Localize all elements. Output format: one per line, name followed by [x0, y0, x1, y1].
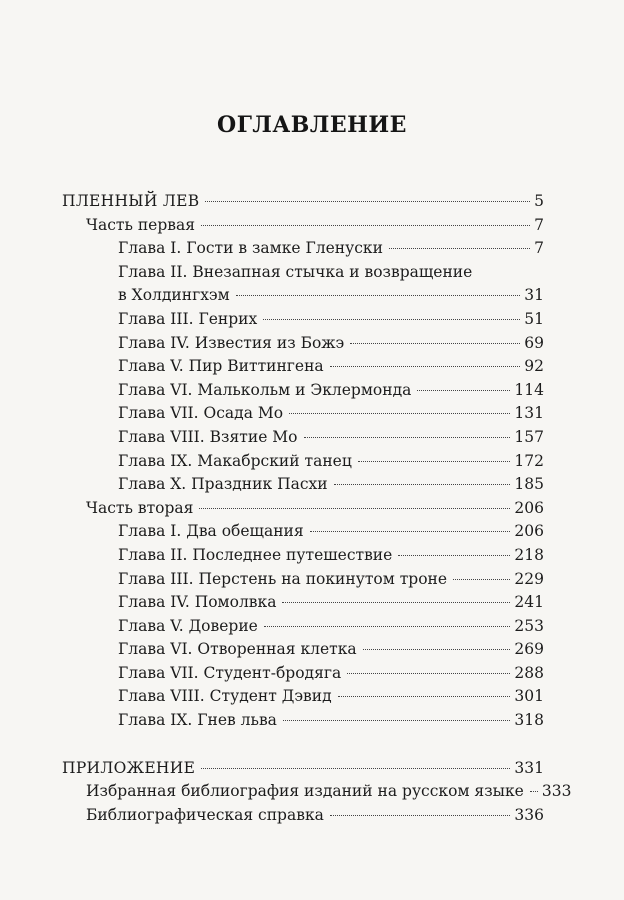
toc-chapter-entry [62, 379, 544, 403]
dot-leader [283, 720, 510, 721]
toc-page-number: 7 [534, 215, 544, 234]
toc-page-number: 336 [514, 805, 544, 824]
dot-leader [347, 673, 510, 674]
toc-chapter-entry [62, 709, 544, 733]
dot-leader [358, 461, 511, 462]
dot-leader [263, 319, 520, 320]
dot-leader [264, 626, 511, 627]
toc-page-number: 206 [514, 498, 544, 517]
toc-page-number: 229 [514, 569, 544, 588]
toc-page-number: 172 [514, 451, 544, 470]
toc-entry-title: Глава IV. Известия из Божэ [118, 333, 345, 352]
toc-entry-title: Глава V. Доверие [118, 616, 258, 635]
toc-page-number: 185 [514, 475, 544, 494]
dot-leader [310, 531, 511, 532]
toc-chapter-entry [62, 685, 544, 709]
toc-entry-title: в Холдингхэм [118, 286, 230, 305]
toc-page-number: 253 [514, 616, 544, 635]
dot-leader [201, 768, 510, 769]
dot-leader [201, 225, 530, 226]
toc-chapter-entry [62, 261, 544, 285]
toc-entry-title: Часть первая [86, 215, 196, 234]
toc-part-entry [62, 780, 572, 804]
toc-entry-title: Глава VII. Студент-бродяга [118, 663, 342, 682]
toc-entry-title: Глава X. Праздник Пасхи [118, 475, 328, 494]
toc-chapter-entry [62, 520, 544, 544]
toc-entry-title: Глава VI. Отворенная клетка [118, 640, 357, 659]
toc-chapter-entry [62, 638, 544, 662]
toc-page-number: 131 [514, 404, 544, 423]
dot-leader [334, 484, 511, 485]
toc-page-number: 288 [514, 663, 544, 682]
toc-page-number: 51 [524, 309, 544, 328]
dot-leader [389, 248, 530, 249]
toc-chapter-entry [62, 544, 544, 568]
toc-entry-title: Глава V. Пир Виттингена [118, 357, 324, 376]
toc-entry-title: Глава III. Генрих [118, 309, 258, 328]
toc-page-number: 301 [514, 687, 544, 706]
dot-leader [199, 508, 510, 509]
toc-page-number: 157 [514, 427, 544, 446]
toc-entry-title: Глава VIII. Взятие Мо [118, 427, 298, 446]
dot-leader [398, 555, 510, 556]
toc-chapter-entry [62, 568, 544, 592]
toc-page-number: 7 [534, 239, 544, 258]
toc-chapter-entry [62, 355, 544, 379]
toc-page-number: 114 [514, 380, 544, 399]
toc-chapter-entry [62, 308, 544, 332]
toc-entry-title: Глава II. Внезапная стычка и возвращение [118, 262, 473, 281]
dot-leader [417, 390, 510, 391]
toc-entry-title: Глава IV. Помолвка [118, 593, 277, 612]
dot-leader [530, 791, 538, 792]
toc-chapter-entry [62, 615, 544, 639]
toc-part-entry [62, 804, 544, 828]
toc-entry-title: Глава VII. Осада Мо [118, 404, 284, 423]
toc-entry-title: Глава IX. Гнев льва [118, 711, 277, 730]
toc-entry-title: Глава I. Два обещания [118, 522, 304, 541]
toc-entry-title: Глава II. Последнее путешествие [118, 545, 393, 564]
toc-chapter-entry [62, 426, 544, 450]
toc-chapter-entry [62, 332, 544, 356]
toc-entry-title: Глава IX. Макабрский танец [118, 451, 352, 470]
toc-page-number: 269 [514, 640, 544, 659]
toc-page-number: 92 [524, 357, 544, 376]
toc-page-number: 218 [514, 545, 544, 564]
dot-leader [205, 201, 530, 202]
toc-chapter-entry [62, 591, 544, 615]
dot-leader [338, 696, 511, 697]
toc-entry-title: ПЛЕННЫЙ ЛЕВ [62, 192, 200, 210]
section-gap [62, 733, 544, 757]
page-title: ОГЛАВЛЕНИЕ [217, 112, 407, 138]
toc-entry-title: Глава VI. Малькольм и Эклермонда [118, 380, 412, 399]
toc-chapter-entry [62, 450, 544, 474]
toc-entry-title: Библиографическая справка [86, 805, 324, 824]
toc-chapter-entry [62, 237, 544, 261]
toc-page-number: 241 [514, 593, 544, 612]
toc-page-number: 318 [514, 711, 544, 730]
dot-leader [330, 815, 511, 816]
toc-entry-title: Глава I. Гости в замке Гленуски [118, 239, 383, 258]
toc-chapter-entry [62, 284, 544, 308]
toc-entry-title: Глава VIII. Студент Дэвид [118, 687, 332, 706]
dot-leader [330, 366, 521, 367]
toc-page-number: 69 [524, 333, 544, 352]
toc-entry-title: Часть вторая [86, 498, 194, 517]
dot-leader [350, 343, 520, 344]
toc-page-number: 331 [514, 758, 544, 777]
toc-entry-title: Избранная библиография изданий на русском языке [86, 782, 524, 801]
table-of-contents [62, 190, 572, 827]
toc-page-number: 333 [541, 782, 572, 801]
toc-chapter-entry [62, 473, 544, 497]
toc-part-entry [62, 497, 544, 521]
toc-entry-title: Глава III. Перстень на покинутом троне [118, 569, 448, 588]
toc-chapter-entry [62, 402, 544, 426]
dot-leader [453, 579, 510, 580]
toc-entry-title: ПРИЛОЖЕНИЕ [62, 758, 196, 777]
toc-page-number: 5 [534, 192, 544, 210]
dot-leader [289, 413, 510, 414]
toc-section-entry [62, 190, 544, 214]
toc-page-number: 206 [514, 522, 544, 541]
toc-page-number: 31 [524, 286, 544, 305]
dot-leader [236, 295, 521, 296]
toc-part-entry [62, 214, 544, 238]
dot-leader [363, 649, 511, 650]
dot-leader [304, 437, 511, 438]
toc-chapter-entry [62, 662, 544, 686]
toc-section-entry [62, 757, 544, 781]
dot-leader [282, 602, 510, 603]
